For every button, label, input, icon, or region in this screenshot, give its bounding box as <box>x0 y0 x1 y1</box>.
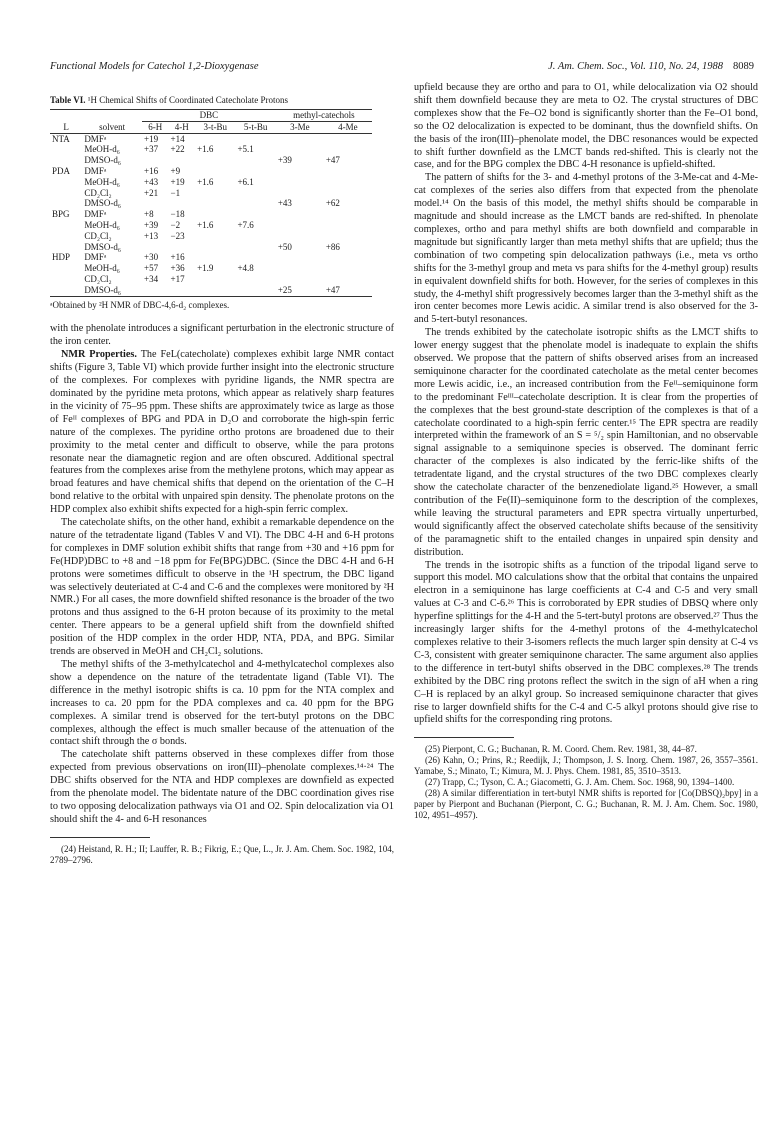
table-cell: +17 <box>170 273 185 284</box>
table-cell <box>235 252 275 263</box>
table-cell: +22 <box>170 144 185 155</box>
table-row <box>50 252 372 263</box>
table-cell <box>195 188 235 199</box>
table-cell: +14 <box>170 133 185 144</box>
table-footnote: ᵃObtained by ²H NMR of DBC-4,6-d₂ complexes. <box>50 299 230 310</box>
table-cell <box>235 274 275 285</box>
paragraph: with the phenolate introduces a significant perturbation in the electronic structure of the iron center. <box>50 323 394 348</box>
table-cell: +7.6 <box>237 219 254 230</box>
table-cell: +43 <box>144 176 159 187</box>
table-row <box>50 220 372 231</box>
table-cell <box>235 285 275 296</box>
table-cell <box>195 198 235 209</box>
table-cell: +43 <box>277 198 292 209</box>
table-cell <box>195 252 235 263</box>
table-cell: +21 <box>144 187 159 198</box>
table-cell: DMFᵃ <box>84 252 107 263</box>
table-cell <box>276 133 324 144</box>
table-cell <box>50 274 82 285</box>
group-header-methyl: methyl-catechols <box>276 110 372 122</box>
table-cell: NTA <box>52 133 70 144</box>
table-cell: −1 <box>170 187 181 198</box>
table-cell <box>276 274 324 285</box>
table-cell <box>235 198 275 209</box>
footnote: (27) Trapp, C.; Tyson, C. A.; Giacometti, G. J. Am. Chem. Soc. 1968, 90, 1394–1400. <box>425 777 735 788</box>
table-cell <box>50 198 82 209</box>
table-caption-text: ¹H Chemical Shifts of Coordinated Catecholate Protons <box>87 95 288 105</box>
table-row <box>50 155 372 166</box>
table-cell: PDA <box>52 165 71 176</box>
table-cell: DMFᵃ <box>84 165 107 176</box>
table-cell: +1.6 <box>197 144 214 155</box>
paragraph: The catecholate shifts, on the other hand, exhibit a remarkable dependence on the nature of the tetradentate ligand (Tables V and VI). The DBC 4-H and 6-H protons for complexes in DMF solution exhibit shifts that range from +30 and +16 ppm for Fe(HDP)DBC to +8 and −18 ppm for Fe(BPG)DBC. (Since the DBC 4-H and 6-H protons were sometimes difficult to observe in the ¹H spectrum, the DBC ligand was selectively deuteriated at C-4 and C-6 and the complexes were monitored by ²H NMR.) For all cases, the more downfield shifted resonance is the broader of the two protons and thus assigned to the 6-H proton because of its proximity to the metal center. There appears to be a general upfield shift from the downfield shifted position of the HDP complex in the order HDP, NTA, PDA, and BPG. Similar trends are observed in MeOH and CH₂Cl₂ solutions. <box>50 517 394 658</box>
table-cell: CD₂Cl₂ <box>84 230 112 241</box>
table-cell: BPG <box>52 209 70 220</box>
table-row <box>50 274 372 285</box>
table-cell: +9 <box>170 165 181 176</box>
group-header-dbc: DBC <box>142 110 276 122</box>
table-cell: +1.6 <box>197 219 214 230</box>
paragraph: The methyl shifts of the 3-methylcatechol and 4-methylcatechol complexes also show a dependence on the nature of the tetradentate ligand (Table VI). The difference in the methyl isotropic shifts is ca. 10 ppm for the NTA complex and increases to ca. 20 ppm for the PDA complexes and ca. 40 ppm for the BPG complexes. A similar trend is observed for the tert-butyl protons on the DBC complexes, although the effect is much smaller because of the attenuation of the contact shift through the σ bonds. <box>50 659 394 748</box>
footnote: (25) Pierpont, C. G.; Buchanan, R. M. Coord. Chem. Rev. 1981, 38, 44–87. <box>425 744 697 755</box>
table-cell <box>142 198 169 209</box>
column-header: 4-Me <box>324 121 372 133</box>
table-cell <box>50 285 82 296</box>
table-cell: +86 <box>325 241 340 252</box>
table-cell: +8 <box>144 209 154 220</box>
table-cell <box>276 252 324 263</box>
table-cell: +39 <box>277 155 292 166</box>
table-cell <box>324 209 372 220</box>
table-cell: +34 <box>144 273 159 284</box>
table-cell <box>50 231 82 242</box>
table-cell <box>169 198 196 209</box>
table-cell: +50 <box>277 241 292 252</box>
table-cell <box>324 231 372 242</box>
table-cell: +16 <box>170 252 185 263</box>
table-row <box>50 242 372 253</box>
table-cell: MeOH-d₆ <box>84 176 120 187</box>
table-cell: −18 <box>170 209 185 220</box>
table-cell <box>195 231 235 242</box>
table-label: Table VI. <box>50 95 86 105</box>
table-cell: +37 <box>144 144 159 155</box>
table-row <box>50 209 372 220</box>
table-cell <box>142 285 169 296</box>
table-cell <box>276 144 324 155</box>
table-row <box>50 177 372 188</box>
table-cell: MeOH-d₆ <box>84 144 120 155</box>
column-header: 3-t-Bu <box>195 121 235 133</box>
paragraph: upfield because they are ortho and para to O1, while delocalization via O2 should shift them downfield because they are meta to O2. The crystal structures of DBC complexes show that the Fe–O2 bond is significantly shorter than the Fe–O1 bond, so the O2 delocalization is expected to be dominant, thus the downfield shifts. On the basis of the iron(III)–phenolate model, the DBC resonances would be expected to shift further downfield as the LMCT bands red-shifted. This is clearly not the case, and for the BPG complex the DBC 4-H resonance is upfield-shifted. <box>414 82 758 171</box>
table-cell <box>324 220 372 231</box>
table-cell <box>276 263 324 274</box>
table-cell: DMFᵃ <box>84 209 107 220</box>
table-cell <box>235 242 275 253</box>
table-row <box>50 133 372 144</box>
footnote: (28) A similar differentiation in tert-butyl NMR shifts is reported for [Co(DBSQ)₂bpy] in a paper by Pierpont and Buchanan (Pierpont, C. G.; Buchanan, R. M. J. Am. Chem. Soc. 1980, 102, 4951–4957). <box>414 788 758 821</box>
table-cell <box>235 155 275 166</box>
table-row <box>50 188 372 199</box>
footnote: (24) Heistand, R. H.; II; Lauffer, R. B.; Fikrig, E.; Que, L., Jr. J. Am. Chem. Soc. 1982, 104, 2789–2796. <box>50 843 394 865</box>
table-cell: +13 <box>144 230 159 241</box>
table-cell <box>50 220 82 231</box>
table-cell <box>195 274 235 285</box>
table-row <box>50 231 372 242</box>
table-cell: DMSO-d₆ <box>84 241 121 252</box>
table-cell: −23 <box>170 230 185 241</box>
table-cell <box>235 133 275 144</box>
table-cell <box>324 263 372 274</box>
table-cell: +6.1 <box>237 176 254 187</box>
table-cell: +1.6 <box>197 176 214 187</box>
table-cell <box>235 231 275 242</box>
table-cell <box>195 209 235 220</box>
right-column <box>414 82 758 821</box>
table-cell: DMFᵃ <box>84 133 107 144</box>
table-cell <box>324 133 372 144</box>
table-caption <box>50 95 394 106</box>
table-cell <box>195 285 235 296</box>
table-cell: +47 <box>324 285 372 296</box>
table-cell <box>324 274 372 285</box>
running-head-title: Functional Models for Catechol 1,2-Dioxygenase <box>50 61 259 72</box>
table-cell: +62 <box>325 198 340 209</box>
journal-citation: J. Am. Chem. Soc., Vol. 110, No. 24, 1988 <box>548 61 723 72</box>
table-cell: +19 <box>170 176 185 187</box>
table-cell: DMSO-d₆ <box>84 155 121 166</box>
column-header: 3-Me <box>276 121 324 133</box>
table-cell <box>276 177 324 188</box>
table-cell <box>324 144 372 155</box>
column-header: solvent <box>82 121 142 133</box>
paragraph: The trends exhibited by the catecholate isotropic shifts as the LMCT shifts to lower energy suggest that the phenolate model is inadequate to explain the shifts observed. We propose that the pattern of shifts observed arises from an increased semiquinone character for the coordinated catecholate as the metal center becomes more Lewis acidic, i.e., an increased contribution from the Feᴵᴵ–semiquinone form to the predominant Feᴵᴵᴵ–catecholate description. It is clear from the properties of the complexes that the best ground-state description of the complexes is that of a catecholate coordinated to a high-spin ferric center.¹⁵ The EPR spectra are readily interpreted within the framework of an S = ⁵/₂ spin Hamiltonian, and no observable signal assignable to a semiquinone species is observed. The dominant ferric character of the complexes is also indicated by the ferric-like shifts of the tetradentate ligand, and the crystal structures of the two DBC complexes clearly show the catecholate character of the benzenediolate ligand.²⁵ However, a small contribution of the Fe(II)–semiquinone form to the description of the complexes, while leaving the structural parameters and EPR spectra virtually unperturbed, would significantly affect the observed catecholate shifts because of the sensitivity of the paramagnetic shift to the entailed changes in unpaired spin density and distribution. <box>414 327 758 558</box>
table-cell <box>50 263 82 274</box>
table-cell: DMSO-d₆ <box>84 198 121 209</box>
table-cell: +30 <box>144 252 159 263</box>
table-row <box>50 144 372 155</box>
table-row <box>50 198 372 209</box>
paragraph: The catecholate shift patterns observed in these complexes differ from those expected from previous observations on iron(III)–phenolate complexes.¹⁴·²⁴ The DBC shifts observed for the NTA and HDP complexes are downfield as expected from the phenolate model. The bidentate nature of the DBC coordination gives rise to two opposing delocalization pathways via O1 and O2. Spin delocalization via O1 should shift the 4- and 6-H resonances <box>50 749 394 825</box>
table-cell <box>276 188 324 199</box>
table-cell <box>50 155 82 166</box>
table-cell: +47 <box>325 155 340 166</box>
table-cell: +57 <box>144 263 159 274</box>
table-cell: −2 <box>170 219 181 230</box>
table-cell: +39 <box>144 219 159 230</box>
column-header: 4-H <box>169 121 196 133</box>
table-cell <box>324 177 372 188</box>
footnote: (26) Kahn, O.; Prins, R.; Reedijk, J.; Thompson, J. S. Inorg. Chem. 1987, 26, 3557–3561. Yamabe, S.; Minato, T.; Kimura, M. J. Phys. Chem. 1981, 85, 3510–3513. <box>414 755 758 777</box>
table-cell <box>142 242 169 253</box>
left-column <box>50 82 394 866</box>
table-row <box>50 263 372 274</box>
table-cell <box>235 209 275 220</box>
table-cell <box>235 166 275 177</box>
column-header: 5-t-Bu <box>235 121 275 133</box>
table-row <box>50 285 372 296</box>
table-cell <box>50 188 82 199</box>
table-cell: +5.1 <box>237 144 254 155</box>
table-cell: CD₂Cl₂ <box>84 273 112 284</box>
table-header-row <box>50 121 372 133</box>
table-body <box>50 133 372 296</box>
table-cell: +1.9 <box>197 263 214 274</box>
paragraph-text: The FeL(catecholate) complexes exhibit large NMR contact shifts (Figure 3, Table VI) which provide further insight into the electronic structure of the complexes. For complexes with pyridine ligands, the NMR spectra are dominated by the pyridine meta protons, which appear as relatively sharp features in the vicinity of 75–95 ppm. These shifts are approximately twice as large as those of Feᴵᴵ complexes of BPG and PDA in D₂O and corroborate the high-spin ferric nature of the complexes. The pyridine ortho protons are broadened due to their proximity to the metal center and difficult to observe, while the para protons resonate near the diamagnetic region and are often obscured. Additional spectral features from the complexes arise from the methylene protons, which may appear as broad features and have chemical shifts that depend on the orientation of the C–H bond relative to the orbital with unpaired spin density. The phenolate protons on the HDP complex also exhibit shifts expected for a high-spin ferric complex. <box>50 349 394 516</box>
table-cell <box>276 220 324 231</box>
table-cell <box>276 209 324 220</box>
footnote-rule <box>414 737 514 738</box>
table-cell <box>169 155 196 166</box>
table-cell: +25 <box>276 285 324 296</box>
table-cell <box>169 242 196 253</box>
table-cell <box>169 285 196 296</box>
table-cell: MeOH-d₆ <box>84 263 120 274</box>
table-cell: +4.8 <box>237 263 254 274</box>
table-cell: +19 <box>144 133 159 144</box>
table-cell <box>50 144 82 155</box>
table-cell <box>195 242 235 253</box>
table-cell <box>142 155 169 166</box>
table-cell <box>195 166 235 177</box>
shift-table <box>50 109 372 297</box>
table-cell <box>50 177 82 188</box>
table-cell <box>276 166 324 177</box>
running-head-journal <box>548 61 754 72</box>
table-cell <box>276 231 324 242</box>
table-cell: +36 <box>170 263 185 274</box>
table-cell: CD₂Cl₂ <box>84 187 112 198</box>
footnote-rule <box>50 837 150 838</box>
table-cell <box>195 133 235 144</box>
table-cell: DMSO-d₆ <box>82 285 142 296</box>
page-number: 8089 <box>733 61 754 72</box>
paragraph <box>50 349 394 517</box>
paragraph: The pattern of shifts for the 3- and 4-methyl protons of the 3-Me-cat and 4-Me-cat complexes of the series also differs from that expected from the phenolate model.¹⁴ On the basis of this model, the methyl shifts should be comparable in magnitude and should increase as the LMCT bands are red-shifted. In phenolate complexes, ortho and para methyl shifts are both downfield and comparable in magnitude but significantly larger than meta methyl shifts that are upfield; thus the combination of two competing spin delocalization pathways (i.e., meta vs ortho shifts for the 3-methyl group and meta vs para shifts for the 4-methyl group) results in equivalent downfield shifts for both. However, for the series of complexes in this study, the 4-methyl shift progressively becomes larger than the 3-methyl shift as the iron center becomes more Lewis acidic. A similar trend is also observed for the 3- and 5-tert-butyl resonances. <box>414 172 758 326</box>
table-cell: +16 <box>144 165 159 176</box>
column-header: 6-H <box>142 121 169 133</box>
section-run-in-head: NMR Properties. <box>61 349 137 361</box>
table-cell <box>324 188 372 199</box>
table-cell <box>235 188 275 199</box>
table-cell <box>50 242 82 253</box>
table-cell: HDP <box>52 252 71 263</box>
table-cell: MeOH-d₆ <box>84 219 120 230</box>
table-cell <box>195 155 235 166</box>
column-header: L <box>50 121 82 133</box>
table-cell <box>324 252 372 263</box>
paragraph: The trends in the isotropic shifts as a function of the tripodal ligand serve to support this model. MO calculations show that the orbital that contains the unpaired electron in a semiquinone has large coefficients at C-4 and C-5 and very small values at C-3 and C-6.²⁶ This is corroborated by EPR studies of DBSQ where only hyperfine splittings for the 4-H and the 5-tert-butyl protons are observed.²⁷ Thus the increasingly larger shifts for the 4-methyl protons of the 4-methylcatechol complexes relative to their 3-isomers reflects the much larger spin density at C-4 vs C-3, consistent with greater semiquinone character. The same argument also applies to the difference in tert-butyl shifts observed in the DBC complexes.²⁸ The trends exhibited by the DBC ring protons reflect the switch in the sign of aH when a ring C–H is replaced by an alkyl group. So increased semiquinone character that gives rise to larger downfield shifts for the C-4 and C-5 alkyl protons should give rise to upfield shifts for the corresponding ring protons. <box>414 559 758 726</box>
table-row <box>50 166 372 177</box>
table-cell <box>324 166 372 177</box>
